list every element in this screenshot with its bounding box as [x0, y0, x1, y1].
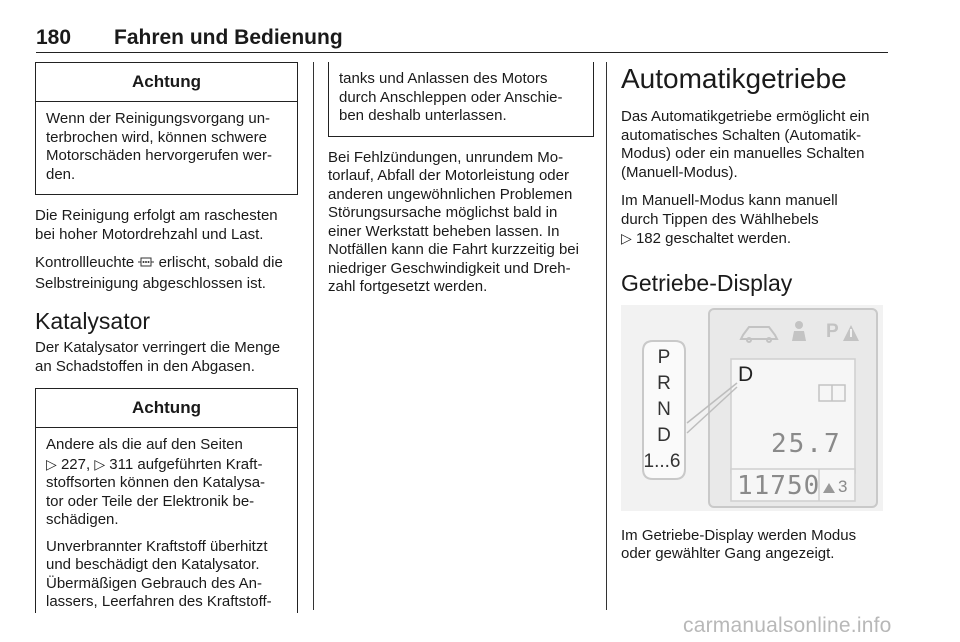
- control-light-paragraph: [35, 254, 298, 275]
- text-line: an Schadstoffen in den Abgasen.: [35, 357, 255, 375]
- text-line: Selbstreinigung abgeschlossen ist.: [35, 274, 266, 292]
- text-run: Kontrollleuchte: [35, 254, 135, 271]
- page-number: 180: [36, 26, 72, 49]
- control-light-icon: [138, 255, 154, 275]
- gear-indicator-number: 3: [838, 476, 848, 496]
- gear-label: 1...6: [643, 450, 681, 472]
- page-reference-icon: ▷: [94, 455, 106, 472]
- section-heading-automatikgetriebe: Automatikgetriebe: [621, 63, 847, 94]
- text-line: durch Tippen des Wählhebels: [621, 210, 819, 228]
- text-run: 227,: [60, 455, 91, 473]
- text-run: 182 geschaltet werden.: [635, 230, 792, 247]
- text-line: Unverbrannter Kraftstoff überhitzt: [46, 537, 268, 555]
- text-line: automatisches Schalten (Automatik-: [621, 126, 862, 144]
- text-line: Die Reinigung erfolgt am raschesten: [35, 207, 278, 224]
- text-run: erlischt, sobald die: [158, 254, 283, 271]
- text-line: anderen ungewöhnlichen Problemen: [328, 185, 573, 203]
- text-line: Bei Fehlzündungen, unrundem Mo-: [328, 148, 564, 166]
- watermark: carmanualsonline.info: [683, 614, 892, 637]
- text-line: Modus) oder ein manuelles Schalten: [621, 145, 865, 162]
- warning-body: [36, 102, 297, 194]
- sub-heading-getriebe-display: Getriebe-Display: [621, 269, 793, 296]
- page-reference-icon: ▷: [46, 455, 57, 472]
- text-line: durch Anschleppen oder Anschie-: [339, 88, 563, 106]
- gear-label: P: [657, 346, 671, 368]
- text-line: ben deshalb unterlassen.: [339, 107, 507, 124]
- gear-label: D: [657, 424, 671, 446]
- text-line: den.: [46, 165, 76, 183]
- page-reference-line: [621, 229, 889, 249]
- gear-label: N: [657, 398, 671, 420]
- text-run: 311 aufgeführten Kraft-: [109, 455, 263, 473]
- page-reference-icon: ▷: [621, 230, 632, 246]
- text-line: terbrochen wird, können schwere: [46, 128, 267, 146]
- display-value: 25.7: [771, 428, 842, 459]
- text-line: zahl fortgesetzt werden.: [328, 278, 488, 295]
- text-line: niedriger Geschwindigkeit und Dreh-: [328, 259, 571, 277]
- text-line: (Manuell-Modus).: [621, 163, 738, 181]
- section-heading-katalysator: Katalysator: [35, 308, 151, 334]
- warning-box-continued: [328, 62, 594, 137]
- column-3: [621, 62, 889, 564]
- text-line: Der Katalysator verringert die Menge: [35, 339, 281, 356]
- warning-heading: Achtung: [36, 63, 297, 102]
- figure-caption-line: oder gewählter Gang angezeigt.: [621, 545, 835, 562]
- odometer-value: 11750: [737, 470, 821, 501]
- text-line: Andere als die auf den Seiten: [46, 436, 243, 453]
- text-line: stoffsorten können den Katalysa-: [46, 474, 266, 491]
- warning-heading: Achtung: [36, 389, 297, 428]
- text-line: tanks und Anlassen des Motors: [339, 70, 548, 87]
- page-reference-line: [46, 455, 287, 475]
- getriebe-display-figure: [621, 305, 883, 511]
- column-divider-right: [606, 62, 607, 610]
- text-line: Störungsursache möglichst bald in: [328, 204, 558, 221]
- warning-box-kraftstoff: [35, 388, 298, 613]
- text-line: einer Werkstatt beheben lassen. In: [328, 222, 560, 240]
- warning-box-reinigung: [35, 62, 298, 195]
- column-1: [35, 62, 298, 613]
- text-line: Übermäßigen Gebrauch des An-: [46, 574, 262, 592]
- column-2: [328, 62, 594, 297]
- text-line: schädigen.: [46, 511, 119, 528]
- text-line: tor oder Teile der Elektronik be-: [46, 492, 255, 510]
- text-line: lassers, Leerfahren des Kraftstoff-: [46, 593, 272, 610]
- page-header: [36, 26, 888, 53]
- warning-body: [36, 428, 297, 622]
- text-line: Das Automatikgetriebe ermöglicht ein: [621, 108, 870, 125]
- text-line: bei hoher Motordrehzahl und Last.: [35, 225, 264, 243]
- page-title: Fahren und Bedienung: [114, 26, 343, 49]
- text-line: torlauf, Abfall der Motorleistung oder: [328, 167, 569, 184]
- text-line: und beschädigt den Katalysator.: [46, 556, 260, 573]
- display-park-label: P: [826, 320, 839, 342]
- figure-caption-line: Im Getriebe-Display werden Modus: [621, 526, 857, 544]
- text-line: Notfällen kann die Fahrt kurzzeitig bei: [328, 241, 579, 258]
- gear-list: [641, 345, 687, 475]
- text-line: Im Manuell-Modus kann manuell: [621, 192, 838, 209]
- text-line: Motorschäden hervorgerufen wer-: [46, 147, 272, 164]
- gear-label: R: [657, 372, 671, 394]
- text-line: Wenn der Reinigungsvorgang un-: [46, 110, 271, 127]
- display-gear-letter: D: [738, 362, 754, 386]
- column-divider-left: [313, 62, 314, 610]
